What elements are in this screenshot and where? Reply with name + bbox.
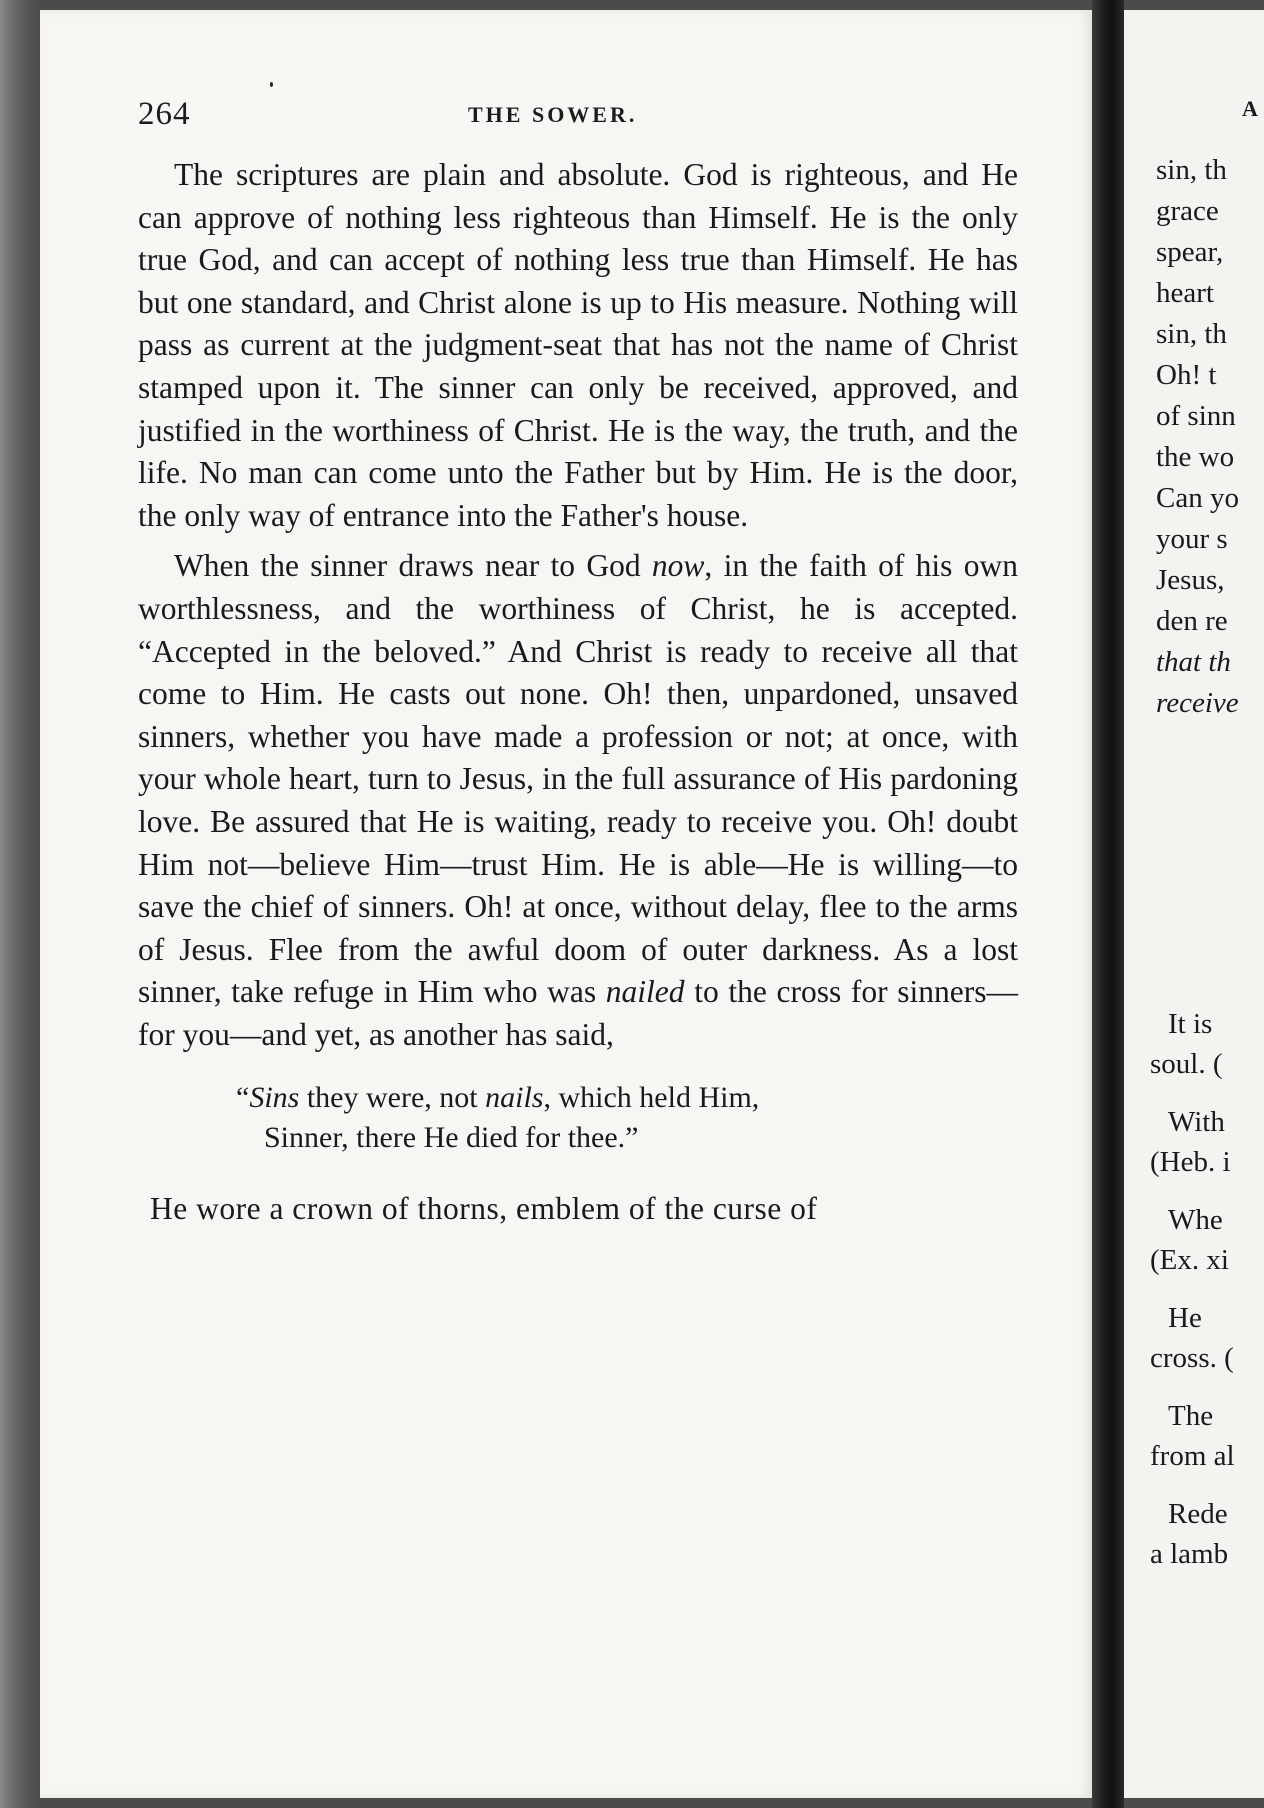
paragraph-2 <box>138 545 1018 1056</box>
right-lower-line: (Heb. i <box>1150 1146 1231 1178</box>
right-lower-line: cross. ( <box>1150 1342 1234 1374</box>
right-lower-line: With <box>1168 1106 1225 1138</box>
right-line: sin, th <box>1156 154 1227 186</box>
right-lower-group <box>1150 1298 1264 1378</box>
open-quote: “ <box>236 1081 250 1115</box>
page-number: 264 <box>138 96 191 132</box>
right-lower-group <box>1150 1200 1264 1280</box>
body-text <box>138 154 1018 1231</box>
paragraph-1: The scriptures are plain and absolute. God is righteous, and He can approve of nothing less righteous than Himself. He is the only true God, and can accept of nothing less true than Himself. He has but one standard, and Christ alone is up to His measure. Nothing will pass as current at the judgment-seat that has not the name of Christ stamped upon it. The sinner can only be received, approved, and justified in the worthiness of Christ. He is the way, the truth, and the life. No man can come unto the Father but by Him. He is the door, the only way of entrance into the Father's house. <box>138 157 1018 533</box>
right-lower-line: Rede <box>1168 1498 1228 1530</box>
right-lower-line: The <box>1168 1400 1214 1432</box>
right-lower-line: He <box>1168 1302 1202 1334</box>
emphasis-nails: nails <box>485 1081 544 1115</box>
verse-line-1-end: , which held Him, <box>543 1081 760 1115</box>
quoted-verse <box>236 1078 1018 1158</box>
right-line: den re <box>1156 605 1228 637</box>
right-line: Oh! t <box>1156 359 1217 391</box>
paragraph-2-body: faith of his own worthlessness, and the worthiness of Christ, he is accepted. “Accepted in the beloved.” And Christ is ready to receive all that come to Him. He casts out none. Oh! then, unpardoned, unsaved sinners, whether you have made a profession or not; at once, with your whole heart, turn to Jesus, in the full assurance of His pardoning love. Be assured that He is waiting, ready to receive you. Oh! doubt Him not—believe Him—trust Him. He is able—He is willing—to save the chief of sinners. Oh! at once, without delay, flee to the arms of Jesus. Flee from the awful doom of outer darkness. As a lost sinner, take refuge in Him who was <box>138 548 1018 1010</box>
right-lower-line: from al <box>1150 1440 1235 1472</box>
running-head <box>138 96 998 136</box>
right-lower-line: It is <box>1168 1008 1213 1040</box>
right-page <box>1124 10 1264 1798</box>
right-line: spear, <box>1156 236 1224 268</box>
right-page-text <box>1156 150 1264 724</box>
right-line: of sinn <box>1156 400 1236 432</box>
right-lower-line: soul. ( <box>1150 1048 1223 1080</box>
right-line: Can yo <box>1156 482 1239 514</box>
right-lower-group <box>1150 1004 1264 1084</box>
right-line: receive <box>1156 687 1239 719</box>
emphasis-sins: Sins <box>249 1081 300 1115</box>
paragraph-2-start: When the sinner draws near to God <box>174 548 652 584</box>
right-line: Jesus, <box>1156 564 1225 596</box>
right-line: heart <box>1156 277 1214 309</box>
emphasis-now: now <box>651 548 705 584</box>
book-gutter <box>1092 0 1124 1808</box>
verse-line-1 <box>236 1078 1018 1118</box>
right-page-lower-text <box>1150 1004 1264 1592</box>
right-lower-line: Whe <box>1168 1204 1223 1236</box>
right-line: that th <box>1156 646 1231 678</box>
ink-speck <box>270 82 273 87</box>
right-lower-group <box>1150 1396 1264 1476</box>
final-line: He wore a crown of thorns, emblem of the curse of <box>150 1191 818 1227</box>
right-lower-group <box>1150 1494 1264 1574</box>
verse-line-1-mid: they were, not <box>299 1081 486 1115</box>
right-line: grace <box>1156 195 1219 227</box>
right-running-head: A <box>1242 96 1258 121</box>
right-lower-group <box>1150 1102 1264 1182</box>
right-lower-line: (Ex. xi <box>1150 1244 1229 1276</box>
right-line: sin, th <box>1156 318 1227 350</box>
verse-line-2: Sinner, there He died for thee.” <box>264 1121 639 1155</box>
right-line: your s <box>1156 523 1228 555</box>
running-title: THE SOWER. <box>468 102 638 127</box>
emphasis-nailed: nailed <box>605 974 685 1010</box>
right-lower-line: a lamb <box>1150 1538 1229 1570</box>
paragraph-2-after-now: , in the <box>704 548 810 584</box>
paragraph-2-end: to the cross for sinners—for you—and yet, as another has said, <box>138 974 1018 1052</box>
right-line: the wo <box>1156 441 1235 473</box>
